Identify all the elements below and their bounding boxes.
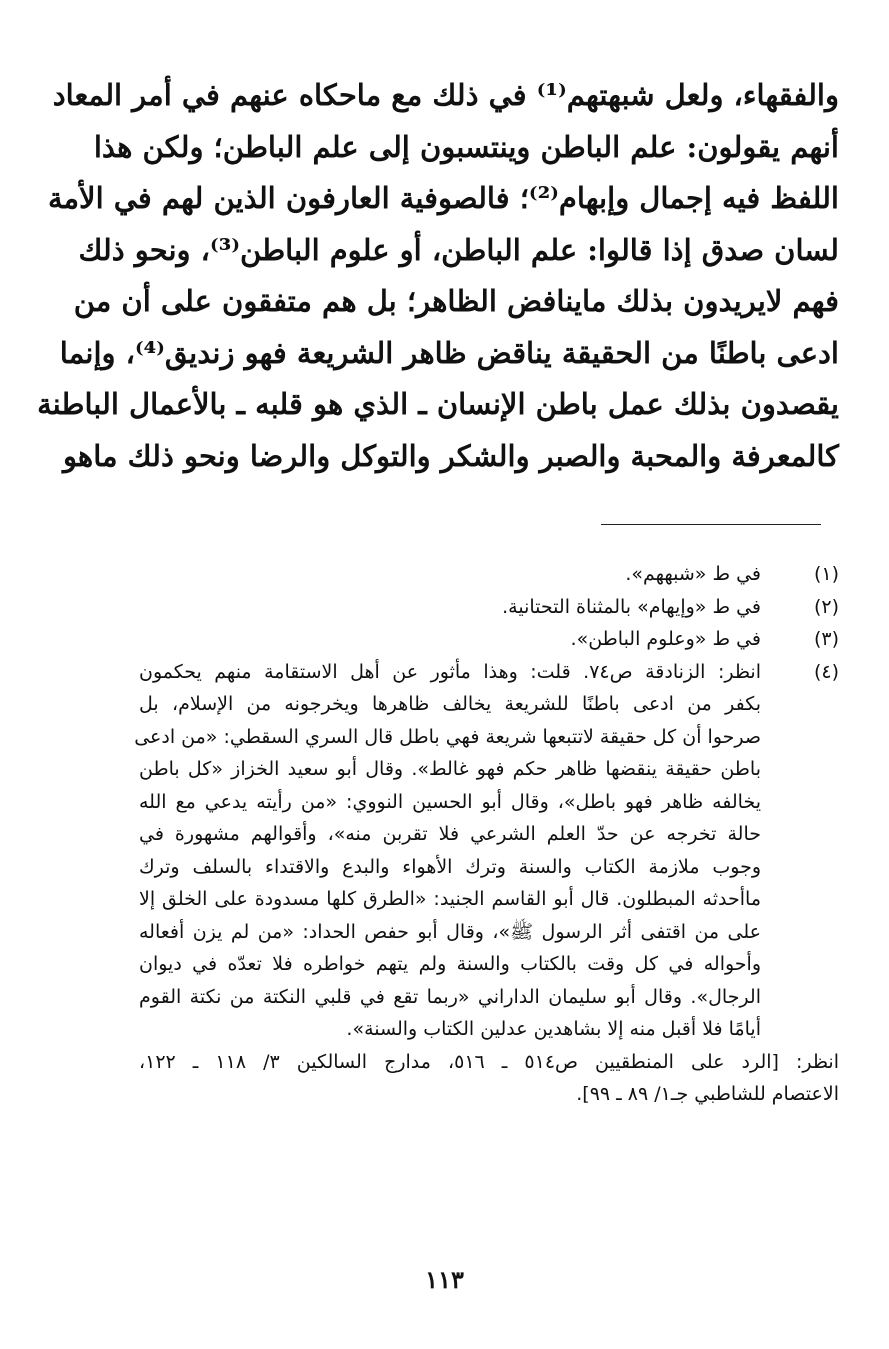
page-number: ١١٣ — [425, 1265, 464, 1294]
main-text-line: والفقهاء، ولعل شبهتهم⁽¹⁾ في ذلك مع ماحكاه عنهم في أمر المعاد — [52, 78, 839, 112]
footnote-line: الاعتصام للشاطبي جـ١/ ٨٩ ـ ٩٩]. — [576, 1083, 839, 1105]
footnote-2 — [139, 591, 839, 624]
footnote-line: انظر: الزنادقة ص٧٤. قلت: وهذا مأثور عن أهل الاستقامة منهم يحكمون — [139, 660, 761, 683]
footnote-line: ماأحدثه المبطلون. قال أبو القاسم الجنيد: «الطرق كلها مسدودة على الخلق إلا — [139, 888, 761, 910]
footnote-1 — [139, 558, 839, 591]
footnote-number: (٣) — [813, 628, 839, 650]
footnotes — [134, 558, 839, 1111]
footnote-number: (٤) — [813, 660, 839, 683]
main-text — [37, 70, 839, 482]
footnote-line: الرجال». وقال أبو سليمان الداراني «ربما تقع في قلبي النكتة من نكتة القوم — [139, 985, 761, 1008]
footnote-4 — [134, 656, 839, 1046]
footnote-line: انظر: [الرد على المنطقيين ص٥١٤ ـ ٥١٦، مدارج السالكين ٣/ ١١٨ ـ ١٢٢، — [139, 1050, 839, 1073]
main-text-line: فهم لايريدون بذلك ماينافض الظاهر؛ بل هم متفقون على أن من — [73, 284, 839, 318]
footnote-line: في ط «وإيهام» بالمثناة التحتانية. — [502, 595, 761, 618]
footnote-line: باطن حقيقة ينقضها ظاهر حكم فهو غالط». وقال أبو سعيد الخزاز «كل باطن — [139, 758, 761, 780]
footnote-line: في ط «شبههم». — [625, 563, 761, 585]
main-text-line: كالمعرفة والمحبة والصبر والشكر والتوكل والرضا ونحو ذلك ماهو — [62, 438, 839, 473]
footnote-line: على من اقتفى أثر الرسول ﷺ»، وقال أبو حفص الحداد: «من لم يزن أفعاله — [139, 920, 761, 943]
footnote-separator — [601, 524, 821, 525]
main-text-line: ادعى باطنًا من الحقيقة يناقض ظاهر الشريعة فهو زنديق⁽⁴⁾، وإنما — [59, 335, 839, 370]
footnote-line: يخالفه ظاهر فهو باطل»، وقال أبو الحسين النووي: «من رأيته يدعي مع الله — [139, 790, 761, 813]
footnote-references — [139, 1046, 839, 1111]
footnote-number: (٢) — [813, 595, 839, 618]
main-text-line: يقصدون بذلك عمل باطن الإنسان ـ الذي هو قلبه ـ بالأعمال الباطنة — [37, 387, 839, 421]
main-text-line: أنهم يقولون: علم الباطن وينتسبون إلى علم الباطن؛ ولكن هذا — [93, 129, 839, 164]
footnote-line: في ط «وعلوم الباطن». — [570, 628, 761, 650]
footnote-line: صرحوا أن كل حقيقة لاتتبعها شريعة فهي باطل قال السري السقطي: «من ادعى — [134, 725, 761, 748]
footnote-number: (١) — [813, 563, 839, 585]
main-text-line: لسان صدق إذا قالوا: علم الباطن، أو علوم الباطن⁽³⁾، ونحو ذلك — [78, 232, 839, 267]
footnote-line: حالة تخرجه عن حدّ العلم الشرعي فلا تقربن منه»، وأقوالهم مشهورة في — [139, 823, 761, 845]
footnote-3 — [139, 623, 839, 656]
footnote-line: وأحواله في كل وقت بالكتاب والسنة ولم يتهم خواطره فلا تعدّه في ديوان — [139, 953, 761, 975]
footnote-line: وجوب ملازمة الكتاب والسنة وترك الأهواء والبدع والاقتداء بالسلف وترك — [139, 855, 761, 878]
footnote-line: أيامًا فلا أقبل منه إلا بشاهدين عدلين الكتاب والسنة». — [346, 1018, 761, 1040]
footnote-line: بكفر من ادعى باطنًا للشريعة يخالف ظاهرها ويخرجونه من الإسلام، بل — [139, 693, 761, 715]
main-text-line: اللفظ فيه إجمال وإبهام⁽²⁾؛ فالصوفية العارفون الذين لهم في الأمة — [47, 181, 839, 215]
